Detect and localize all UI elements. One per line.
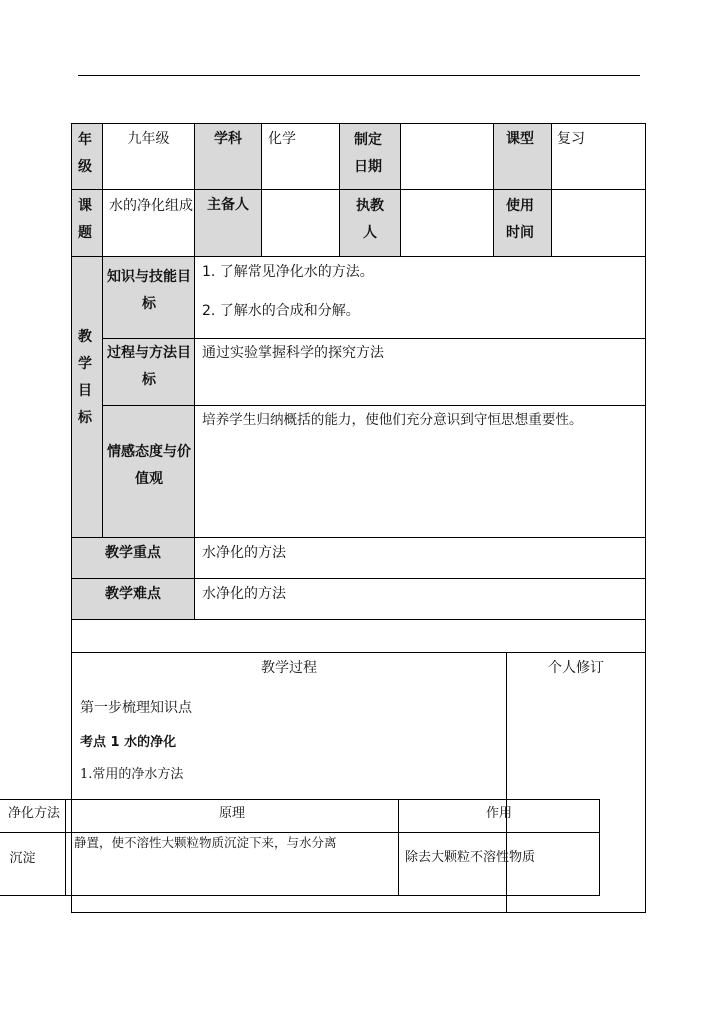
topic1-heading: 考点 1 水的净化: [80, 735, 177, 750]
method-row-principle: 静置，使不溶性大颗粒物质沉淀下来，与水分离: [74, 835, 337, 850]
grid-h8: [71, 652, 646, 653]
process-title: 教学过程: [261, 660, 317, 676]
key-point-text: 水净化的方法: [202, 545, 286, 561]
grid-left: [71, 123, 72, 913]
method-grid-top: [0, 799, 600, 800]
process-text: 通过实验掌握科学的探究方法: [202, 345, 384, 361]
step1-heading: 第一步梳理知识点: [80, 700, 192, 716]
emotion-text: 培养学生归纳概括的能力，使他们充分意识到守恒思想重要性。: [202, 412, 583, 428]
type-value: 复习: [557, 131, 585, 147]
method-grid-v3: [599, 799, 600, 896]
subject-label: 学科: [214, 131, 242, 147]
grid-h5: [71, 537, 646, 538]
method-row-effect: 除去大颗粒不溶性物质: [405, 850, 536, 865]
grid-v-g: [551, 123, 552, 257]
sub1-heading: 1.常用的净水方法: [80, 767, 184, 782]
grid-h1: [71, 189, 646, 190]
grid-v-f: [493, 123, 494, 257]
difficult-point-label: 教学难点: [105, 586, 161, 602]
header-rule: [78, 75, 640, 76]
grid-v-c: [261, 123, 262, 257]
method-header-method: 净化方法: [7, 806, 60, 821]
preparer-label: 主备人: [207, 197, 249, 213]
grid-h4: [102, 405, 646, 406]
method-grid-bottom: [0, 895, 600, 896]
knowledge-label: 知识与技能目标: [107, 269, 191, 312]
grid-right: [645, 123, 646, 913]
subject-value: 化学: [268, 131, 296, 147]
topic-label: 课题: [78, 198, 92, 241]
grid-h3: [102, 338, 646, 339]
method-header-effect: 作用: [485, 806, 512, 821]
grade-label: 年级: [78, 132, 92, 175]
date-label: 制定日期: [354, 132, 382, 175]
knowledge-item-2: 2. 了解水的合成和分解。: [202, 303, 360, 319]
goals-label: 教学目标: [78, 329, 92, 426]
type-label: 课型: [506, 131, 534, 147]
topic-value: 水的净化组成: [109, 198, 193, 214]
emotion-label: 情感态度与价值观: [107, 444, 191, 487]
difficult-point-text: 水净化的方法: [202, 586, 286, 602]
grid-bottom: [71, 912, 646, 913]
revise-title: 个人修订: [548, 660, 604, 676]
grid-v-process: [506, 652, 507, 913]
key-point-label: 教学重点: [105, 545, 161, 561]
grid-v-a: [102, 123, 103, 538]
grid-h7: [71, 619, 646, 620]
teacher-label: 执教人: [356, 198, 384, 241]
method-row-method: 沉淀: [9, 851, 36, 866]
method-header-principle: 原理: [218, 806, 245, 821]
usetime-label: 使用时间: [506, 198, 534, 241]
grid-v-e: [400, 123, 401, 257]
process-label: 过程与方法目标: [107, 345, 191, 388]
grid-v-d: [339, 123, 340, 257]
grid-top: [71, 123, 646, 124]
grid-h2: [71, 256, 646, 257]
grid-h6: [71, 578, 646, 579]
grade-value: 九年级: [127, 131, 170, 147]
knowledge-item-1: 1. 了解常见净化水的方法。: [202, 264, 374, 280]
